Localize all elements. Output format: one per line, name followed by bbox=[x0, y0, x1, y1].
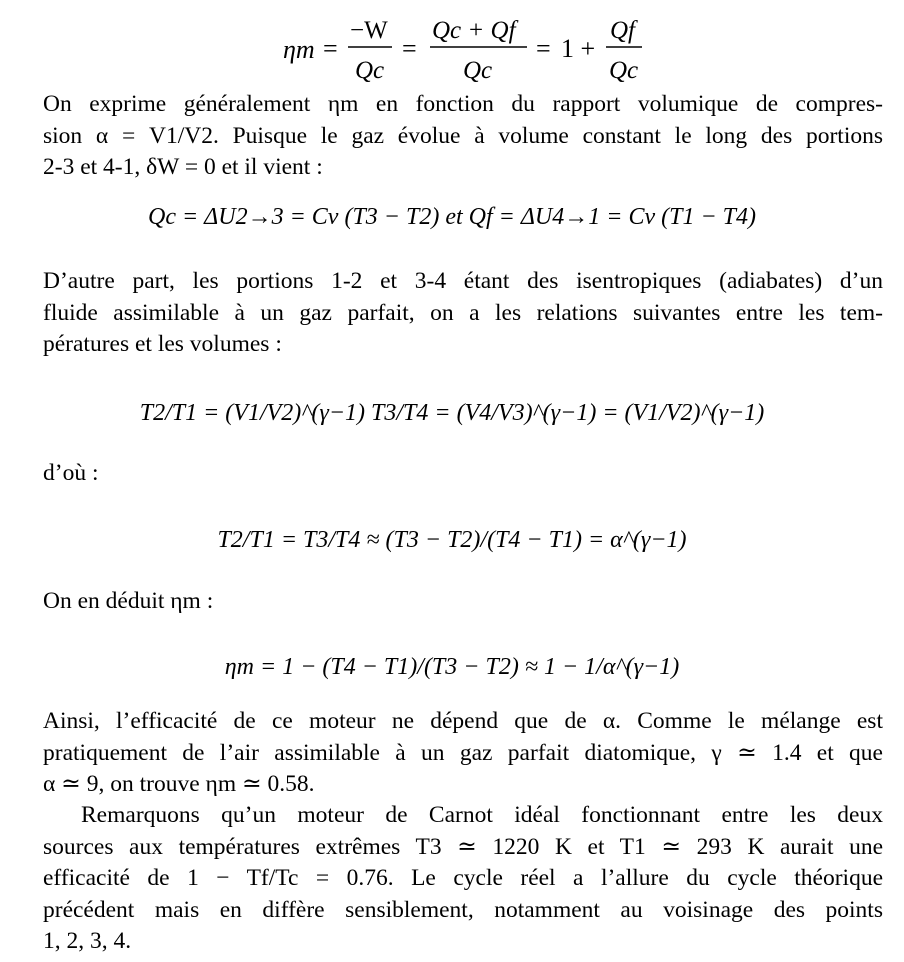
eq5-text: ηm = 1 − (T4 − T1)/(T3 − T2) ≈ 1 − 1/α^(γ−1) bbox=[224, 654, 680, 680]
p2-line-1: D’autre part, les portions 1-2 et 3-4 étant des isentropiques (adiabates) d’un bbox=[43, 268, 883, 294]
paragraph-3 bbox=[43, 458, 883, 490]
eq1-qc-a: Qc bbox=[355, 57, 385, 84]
equation-qc-qf bbox=[0, 204, 904, 231]
eq4-text: T2/T1 = T3/T4 ≈ (T3 − T2)/(T4 − T1) = α^(γ−1) bbox=[217, 527, 687, 553]
eq1-qc-c: Qc bbox=[609, 57, 639, 84]
p1-line-1: On exprime généralement ηm en fonction du rapport volumique de compres- bbox=[43, 91, 883, 117]
eq1-qc-plus-qf: Qc + Qf bbox=[432, 17, 516, 44]
p3-line-1: d’où : bbox=[43, 460, 99, 486]
eq1-one-plus: 1 + bbox=[561, 34, 596, 63]
p2-line-3: pératures et les volumes : bbox=[43, 331, 282, 357]
p6-line-5: 1, 2, 3, 4. bbox=[43, 928, 132, 954]
svg-text:=: = bbox=[323, 34, 338, 63]
p6-line-4: précédent mais en diffère sensiblement, notamment au voisinage des points bbox=[43, 896, 883, 923]
svg-text:=: = bbox=[536, 34, 551, 63]
equation-eta-m bbox=[0, 0, 904, 90]
p6-line-1: Remarquons qu’un moteur de Carnot idéal fonctionnant entre les deux bbox=[81, 802, 883, 828]
eq3-text: T2/T1 = (V1/V2)^(γ−1) T3/T4 = (V4/V3)^(γ−1) = (V1/V2)^(γ−1) bbox=[139, 400, 765, 426]
p2-line-2: fluide assimilable à un gaz parfait, on a les relations suivantes entre les tem- bbox=[43, 299, 883, 326]
p1-line-3: 2-3 et 4-1, δW = 0 et il vient : bbox=[43, 154, 323, 180]
paragraph-4 bbox=[43, 586, 883, 618]
p4-line-1: On en déduit ηm : bbox=[43, 588, 214, 614]
svg-text:=: = bbox=[402, 34, 417, 63]
eq1-neg-w: −W bbox=[350, 17, 388, 44]
paragraph-5 bbox=[43, 706, 883, 801]
p6-line-3: efficacité de 1 − Tf/Tc = 0.76. Le cycle réel a l’allure du cycle théorique bbox=[43, 865, 883, 891]
eq1-qc-b: Qc bbox=[463, 57, 493, 84]
p5-line-2: pratiquement de l’air assimilable à un gaz parfait diatomique, γ ≃ 1.4 et que bbox=[43, 739, 883, 766]
eq2-text: Qc = ΔU2→3 = Cv (T3 − T2) et Qf = ΔU4→1 = Cv (T1 − T4) bbox=[148, 204, 756, 230]
equation-eta-final bbox=[0, 654, 904, 681]
p5-line-1: Ainsi, l’efficacité de ce moteur ne dépend que de α. Comme le mélange est bbox=[43, 708, 883, 734]
eq1-qf: Qf bbox=[610, 17, 635, 44]
paragraph-1 bbox=[43, 89, 883, 184]
equation-approx bbox=[0, 527, 904, 554]
p6-line-2: sources aux températures extrêmes T3 ≃ 1220 K et T1 ≃ 293 K aurait une bbox=[43, 833, 883, 860]
eq1-eta-text: ηm bbox=[283, 35, 315, 64]
p1-line-2: sion α = V1/V2. Puisque le gaz évolue à volume constant le long des portions bbox=[43, 122, 883, 149]
paragraph-6 bbox=[43, 800, 883, 958]
p5-line-3: α ≃ 9, on trouve ηm ≃ 0.58. bbox=[43, 771, 315, 797]
equation-ratios bbox=[0, 400, 904, 427]
paragraph-2 bbox=[43, 266, 883, 361]
